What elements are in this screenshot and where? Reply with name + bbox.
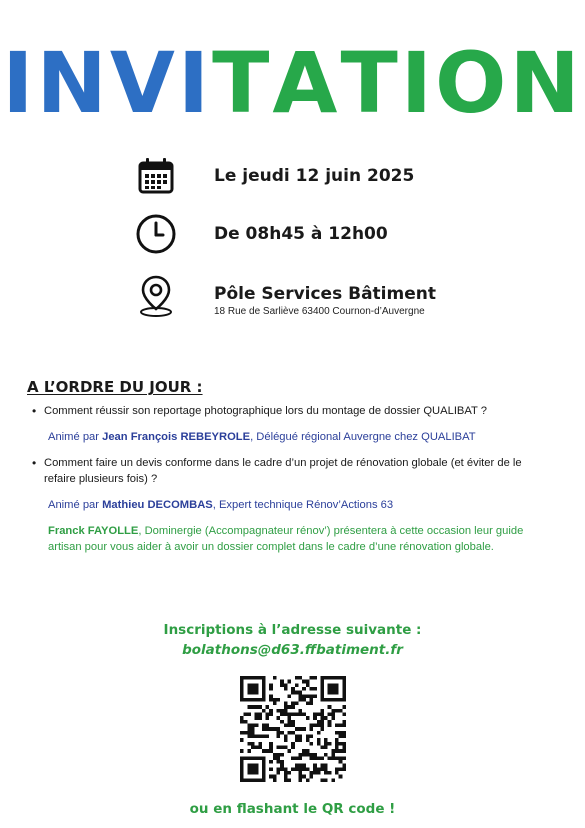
qr-footer-text: ou en flashant le QR code ! xyxy=(189,801,396,817)
place-name: Pôle Services Bâtiment xyxy=(214,284,436,304)
registration-email[interactable]: bolathons@d63.ffbatiment.fr xyxy=(182,642,403,658)
event-date: Le jeudi 12 juin 2025 xyxy=(214,166,415,186)
location-pin-icon xyxy=(134,274,178,318)
title-letter: A xyxy=(272,34,341,132)
agenda-title: A L’ORDRE DU JOUR : xyxy=(27,378,203,396)
time-row xyxy=(134,212,388,256)
agenda-item: • Comment faire un devis conforme dans le cadre d’un projet de rénovation globale (et éviter de le refaire plusieurs fois) ? xyxy=(30,455,550,487)
registration-heading: Inscriptions à l’adresse suivante : xyxy=(163,622,422,638)
title-letter: I xyxy=(400,34,436,132)
title-letter: I xyxy=(2,34,37,132)
invitation-title xyxy=(0,34,585,132)
calendar-icon xyxy=(134,154,178,198)
title-letter: N xyxy=(36,34,110,132)
title-letter: T xyxy=(340,34,401,132)
title-letter: T xyxy=(212,34,273,132)
guide-note: Franck FAYOLLE, Dominergie (Accompagnateur rénov’) présentera à cette occasion leur guide artisan pour vous aider à avoir un dossier complet dans le cadre d’une rénovation globale. xyxy=(48,525,524,553)
agenda-list xyxy=(30,403,550,555)
agenda-item: • Comment réussir son reportage photographique lors du montage de dossier QUALIBAT ? xyxy=(30,403,550,419)
clock-icon xyxy=(134,212,178,256)
place-block xyxy=(214,284,436,317)
presenter-name: Mathieu DECOMBAS xyxy=(102,499,213,511)
date-row xyxy=(134,154,415,198)
title-letter: O xyxy=(435,34,510,132)
event-time: De 08h45 à 12h00 xyxy=(214,224,388,244)
title-letter: I xyxy=(177,34,213,132)
presenter-name: Jean François REBEYROLE xyxy=(102,431,251,443)
qr-code[interactable] xyxy=(240,676,346,782)
place-address: 18 Rue de Sarliève 63400 Cournon-d’Auvergne xyxy=(214,306,425,317)
agenda-item-presenter: Animé par Mathieu DECOMBAS, Expert technique Rénov’Actions 63 xyxy=(48,499,394,511)
place-row xyxy=(134,274,436,318)
title-letter: V xyxy=(109,34,178,132)
agenda-item-presenter: Animé par Jean François REBEYROLE, Délégué régional Auvergne chez QUALIBAT xyxy=(48,431,476,443)
note-presenter-name: Franck FAYOLLE xyxy=(48,525,139,537)
title-letter: N xyxy=(509,34,583,132)
